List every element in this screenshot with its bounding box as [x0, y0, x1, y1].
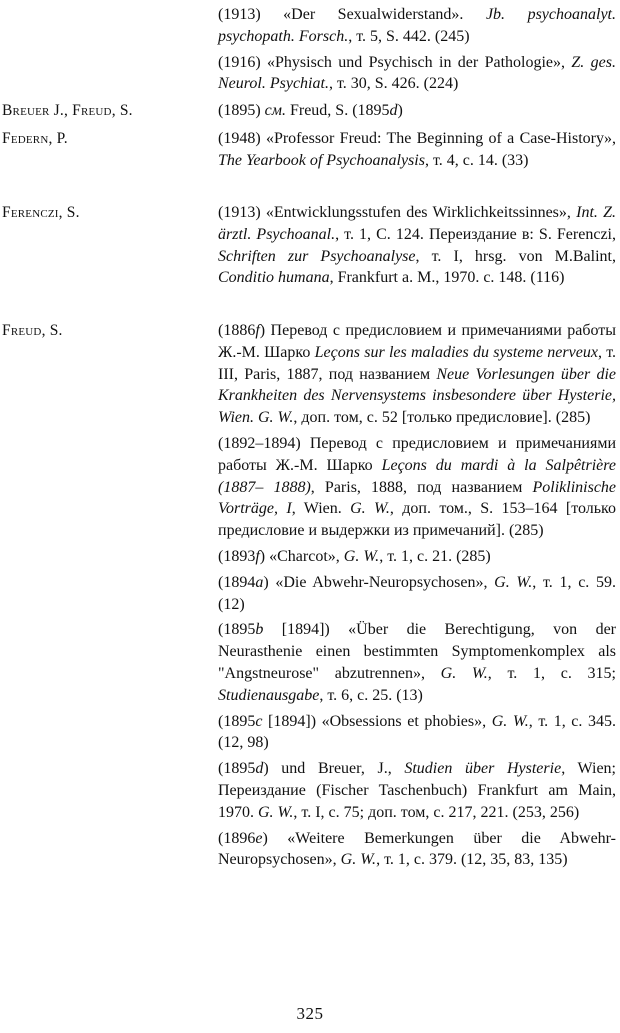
bibliography-entry: (1892–1894) Перевод с предисловием и примечаниями работы Ж.-М. Шарко Leçons du mardi à la Salpêtrière (1887– 1888), Paris, 1888, под названием Poliklinische Vorträge, I, Wien. G. W., доп. том., S. 153–164 [только предисловие и выдержки из примечаний]. (285) — [218, 434, 617, 540]
bibliography-entry: (1916) «Physisch und Psychisch in der Pathologie», Z. ges. Neurol. Psychiat., т. 30, S. 426. (224) — [218, 53, 616, 93]
italic-title: b — [255, 621, 264, 639]
italic-title: G. W. — [440, 664, 488, 682]
entries — [218, 4, 616, 99]
bibliography-entry: (1894a) «Die Abwehr-Neuropsychosen», G. W., т. 1, с. 59. (12) — [218, 573, 616, 613]
italic-title: Jb. psychoanalyt. psychopath. Forsch. — [218, 6, 616, 45]
author-name: Ferenczi, S. — [2, 204, 80, 221]
bibliography-entry: (1895b [1894]) «Über die Berechtigung, von der Neurasthenie einen bestimmten Symptomenkomplex als "Angstneurose" abzutrennen», G. W., т. 1, с. 315; Studienausgabe, т. 6, с. 25. (13) — [218, 621, 616, 704]
page-number: 325 — [296, 1004, 324, 1023]
italic-title: Conditio humana — [218, 269, 330, 287]
italic-title: Leçons du mardi à la Salpêtrière (1887– 1888) — [218, 456, 616, 496]
bibliography-entry: (1895) см. Freud, S. (1895d) — [218, 102, 403, 119]
italic-title: f — [255, 547, 260, 565]
italic-title: a — [255, 573, 264, 591]
entries — [218, 128, 616, 176]
italic-title: G. W. — [494, 573, 533, 591]
bibliography-entry: (1895d) und Breuer, J., Studien über Hysterie, Wien; Переиздание (Fischer Taschenbuch) Frankfurt am Main, 1970. G. W., т. I, с. 75; доп. том, с. 217, 221. (253, 256) — [218, 760, 616, 821]
bibliography-entry: (1886f) Перевод с предисловием и примечаниями работы Ж.-М. Шарко Leçons sur les maladies du systeme nerveux, т. III, Paris, 1887, под названием Neue Vorlesungen über die Krankheiten des Nervensystems insbesondere über Hysterie, Wien. G. W., доп. том, с. 52 [только предисловие]. (285) — [218, 322, 616, 427]
italic-title: см. — [264, 102, 286, 119]
italic-title: f — [255, 322, 260, 339]
bibliography-entry: (1895c [1894]) «Obsessions et phobies», G. W., т. 1, с. 345. (12, 98) — [218, 712, 616, 752]
author-name: Breuer J., Freud, S. — [2, 102, 133, 119]
italic-title: Schriften zur Psychoanalyse — [218, 247, 416, 265]
bibliography-entry: (1913) «Entwicklungsstufen des Wirklichkeitssinnes», Int. Z. ärztl. Psychoanal., т. 1, С. 124. Переиздание в: S. Ferenczi, Schriften zur Psychoanalyse, т. I, hrsg. von M.Balint, Conditio humana, Frankfurt a. M., 1970. с. 148. (116) — [218, 204, 616, 287]
italic-title: e — [255, 829, 263, 847]
italic-title: Studienausgabe — [218, 686, 320, 704]
italic-title: Leçons sur les maladies du systeme nerveux — [314, 343, 598, 361]
italic-title: G. W. — [258, 803, 294, 821]
italic-title: G. W. — [350, 500, 390, 518]
italic-title: Studien über Hysterie — [404, 760, 562, 778]
author-name: Freud, S. — [2, 322, 63, 339]
entries — [218, 202, 616, 293]
italic-title: The Yearbook of Psychoanalysis — [218, 151, 425, 169]
italic-title: Int. Z. ärztl. Psychoanal. — [218, 204, 616, 243]
italic-title: d — [389, 102, 398, 119]
italic-title: Poliklinische Vorträge, I — [218, 478, 617, 518]
italic-title: G. W. — [491, 712, 529, 730]
entries — [218, 100, 616, 126]
author-name: Federn, P. — [2, 130, 68, 147]
italic-title: Neue Vorlesungen über die Krankheiten des Nervensystems insbesondere über Hysterie, Wien. G. W. — [218, 365, 616, 427]
italic-title: G. W. — [343, 547, 380, 565]
italic-title: Z. ges. Neurol. Psychiat. — [218, 53, 616, 93]
italic-title: G. W. — [340, 851, 377, 869]
bibliography-entry: (1948) «Professor Freud: The Beginning of a Case-History», The Yearbook of Psychoanalysis, т. 4, с. 14. (33) — [218, 130, 616, 169]
entries — [218, 320, 616, 875]
bibliography-entry: (1913) «Der Sexualwiderstand». Jb. psychoanalyt. psychopath. Forsch., т. 5, S. 442. (245) — [218, 6, 616, 45]
bibliography-entry: (1896e) «Weitere Bemerkungen über die Abwehr-Neuropsychosen», G. W., т. 1, с. 379. (12, 35, 83, 135) — [218, 829, 616, 869]
italic-title: c — [255, 712, 263, 730]
italic-title: d — [255, 760, 264, 778]
bibliography-entry: (1893f) «Charcot», G. W., т. 1, с. 21. (285) — [218, 547, 491, 565]
